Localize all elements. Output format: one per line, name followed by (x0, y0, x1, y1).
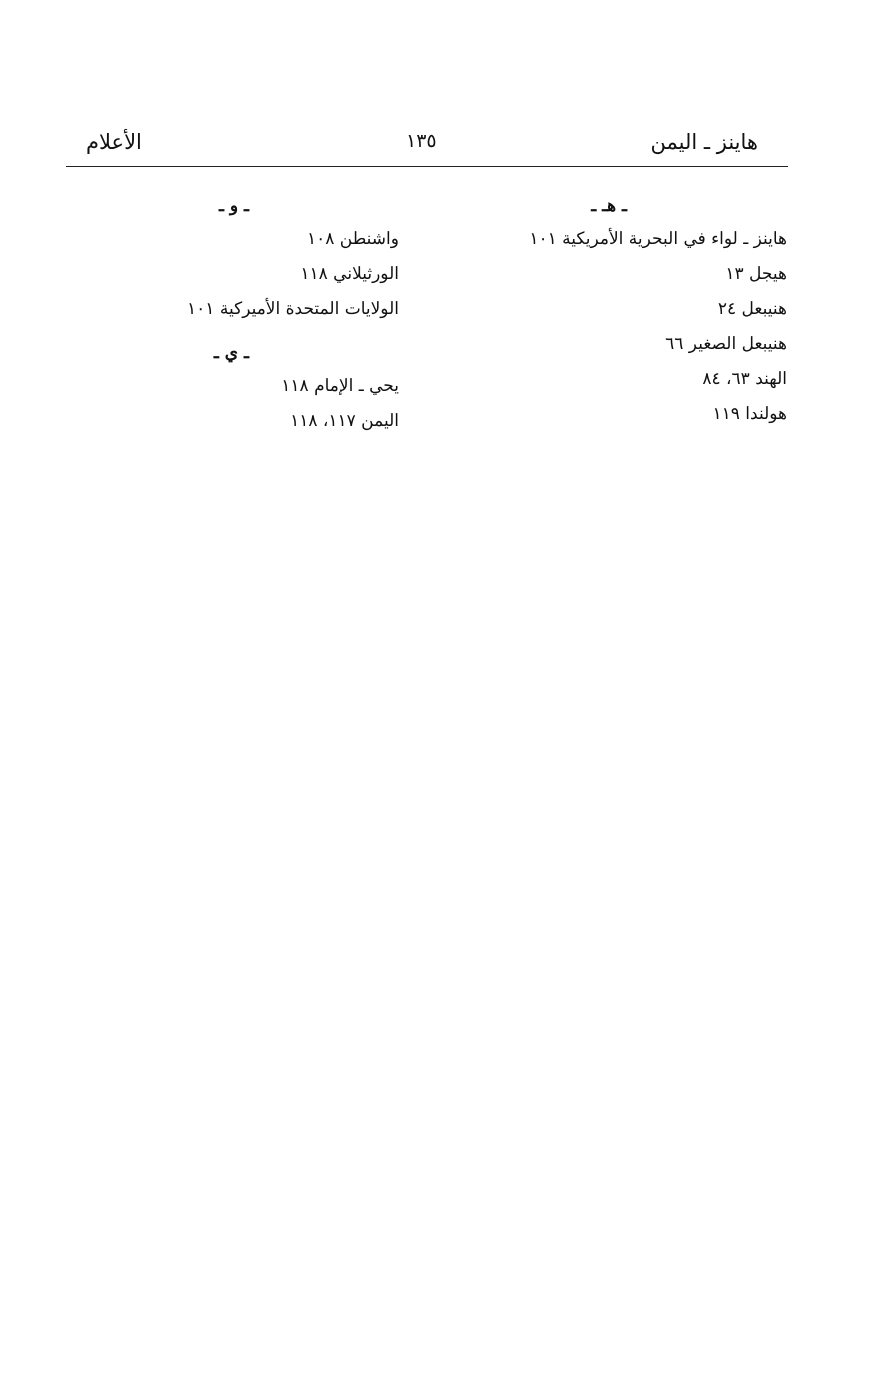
index-column-right (467, 190, 787, 432)
index-entry: هيجل ١٣ (725, 264, 787, 284)
index-letter-heading: ـ ي ـ (213, 343, 249, 363)
group-spacer (139, 327, 399, 337)
index-entry: الورثيلاني ١١٨ (300, 264, 399, 284)
index-letter-heading: ـ و ـ (218, 196, 249, 216)
index-column-left (139, 190, 399, 439)
header-section-range: هاينز ـ اليمن (650, 130, 758, 154)
index-entry: هنيبعل الصغير ٦٦ (665, 334, 787, 354)
index-entry: هاينز ـ لواء في البحرية الأمريكية ١٠١ (529, 229, 787, 249)
index-letter-heading: ـ هـ ـ (591, 196, 627, 216)
index-entry: الولايات المتحدة الأميركية ١٠١ (187, 299, 399, 319)
header-index-title: الأعلام (86, 130, 142, 154)
index-entry: اليمن ١١٧، ١١٨ (290, 411, 399, 431)
index-entry: يحي ـ الإمام ١١٨ (281, 376, 399, 396)
index-entry: واشنطن ١٠٨ (306, 229, 399, 249)
page-number: ١٣٥ (406, 130, 437, 152)
index-entry: هنيبعل ٢٤ (717, 299, 787, 319)
running-head (66, 130, 788, 160)
index-entry: الهند ٦٣، ٨٤ (702, 369, 787, 389)
header-rule (66, 166, 788, 167)
index-entry: هولندا ١١٩ (712, 404, 787, 424)
